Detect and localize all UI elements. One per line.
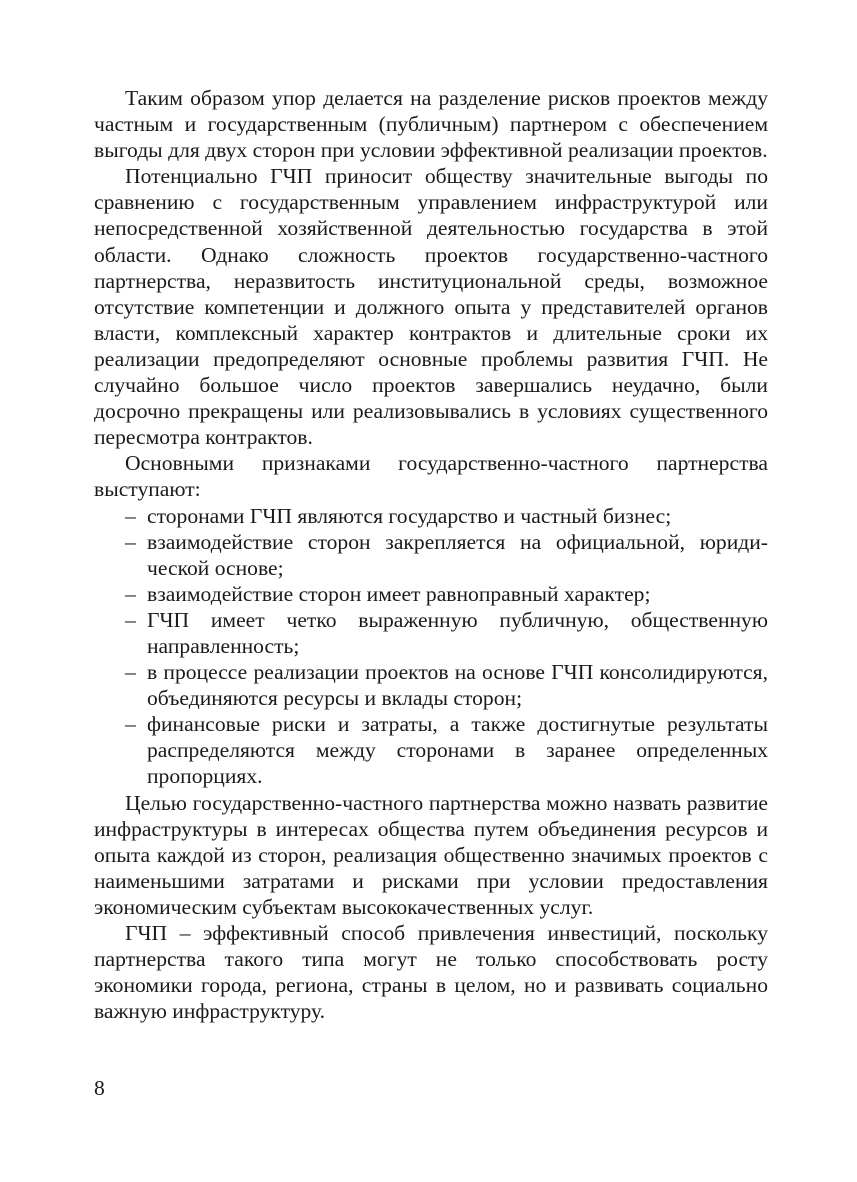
paragraph-ppp-investment: ГЧП – эффективный способ привлечения инвестиций, поскольку партнерства такого типа могут не только способствовать росту экономики города, региона, страны в целом, но и развивать социально важную инфраструктуру. [94, 921, 768, 1024]
dash-marker: – [125, 581, 136, 606]
list-item [94, 581, 768, 607]
list-item-text: взаимодействие сторон имеет равноправный характер; [147, 581, 651, 606]
list-item [94, 529, 768, 581]
paragraph-ppp-goal: Целью государственно-частного партнерства можно назвать развитие инфраструктуры в интересах общества путем объединения ресурсов и опыта каждой из сторон, реализация общественно значимых проектов с наименьшими затратами и рисками при условии предоставления экономическим субъектам высококачественных услуг. [94, 790, 768, 919]
ppp-features-list [94, 503, 768, 790]
page-number: 8 [94, 1076, 105, 1100]
dash-marker: – [125, 529, 136, 554]
dash-marker: – [125, 503, 136, 528]
page-body [94, 85, 768, 1024]
list-item [94, 607, 768, 659]
list-item-text: финансовые риски и затраты, а также достигнутые результаты распределяются между сторонами в заранее определенных пропорциях. [147, 712, 768, 789]
list-item [94, 711, 768, 789]
list-item-text: в процессе реализации проектов на основе ГЧП консолидируются, объединяются ресурсы и вклады сторон; [147, 660, 768, 711]
dash-marker: – [125, 660, 136, 685]
list-item [94, 503, 768, 529]
list-item-text: ГЧП имеет четко выраженную публичную, общественную направленность; [147, 607, 768, 658]
paragraph-ppp-benefits: Потенциально ГЧП приносит обществу значительные выгоды по сравнению с государственным управлением инфраструктурой или непосредственной хозяйственной деятельностью государства в этой области. Однако сложность проектов государственно-частного партнерства, неразвитость институциональной среды, возможное отсутствие компетенции и должного опыта у представителей органов власти, комплексный характер контрактов и длительные сроки их реализации предопределяют основные проблемы развития ГЧП. Не случайно большое число проектов завершались неудачно, были досрочно прекращены или реализовывались в условиях существенного пересмотра контрактов. [94, 164, 768, 450]
dash-marker: – [125, 712, 136, 737]
list-item-text: взаимодействие сторон закрепляется на официальной, юридической основе; [147, 529, 768, 580]
list-item [94, 659, 768, 711]
dash-marker: – [125, 607, 136, 632]
list-item-text: сторонами ГЧП являются государство и частный бизнес; [147, 503, 672, 528]
paragraph-ppp-features-intro: Основными признаками государственно-частного партнерства выступают: [94, 451, 768, 502]
paragraph-risk-sharing: Таким образом упор делается на разделение рисков проектов между частным и государственным (публичным) партнером с обеспечением выгоды для двух сторон при условии эффективной реализации проектов. [94, 86, 768, 163]
